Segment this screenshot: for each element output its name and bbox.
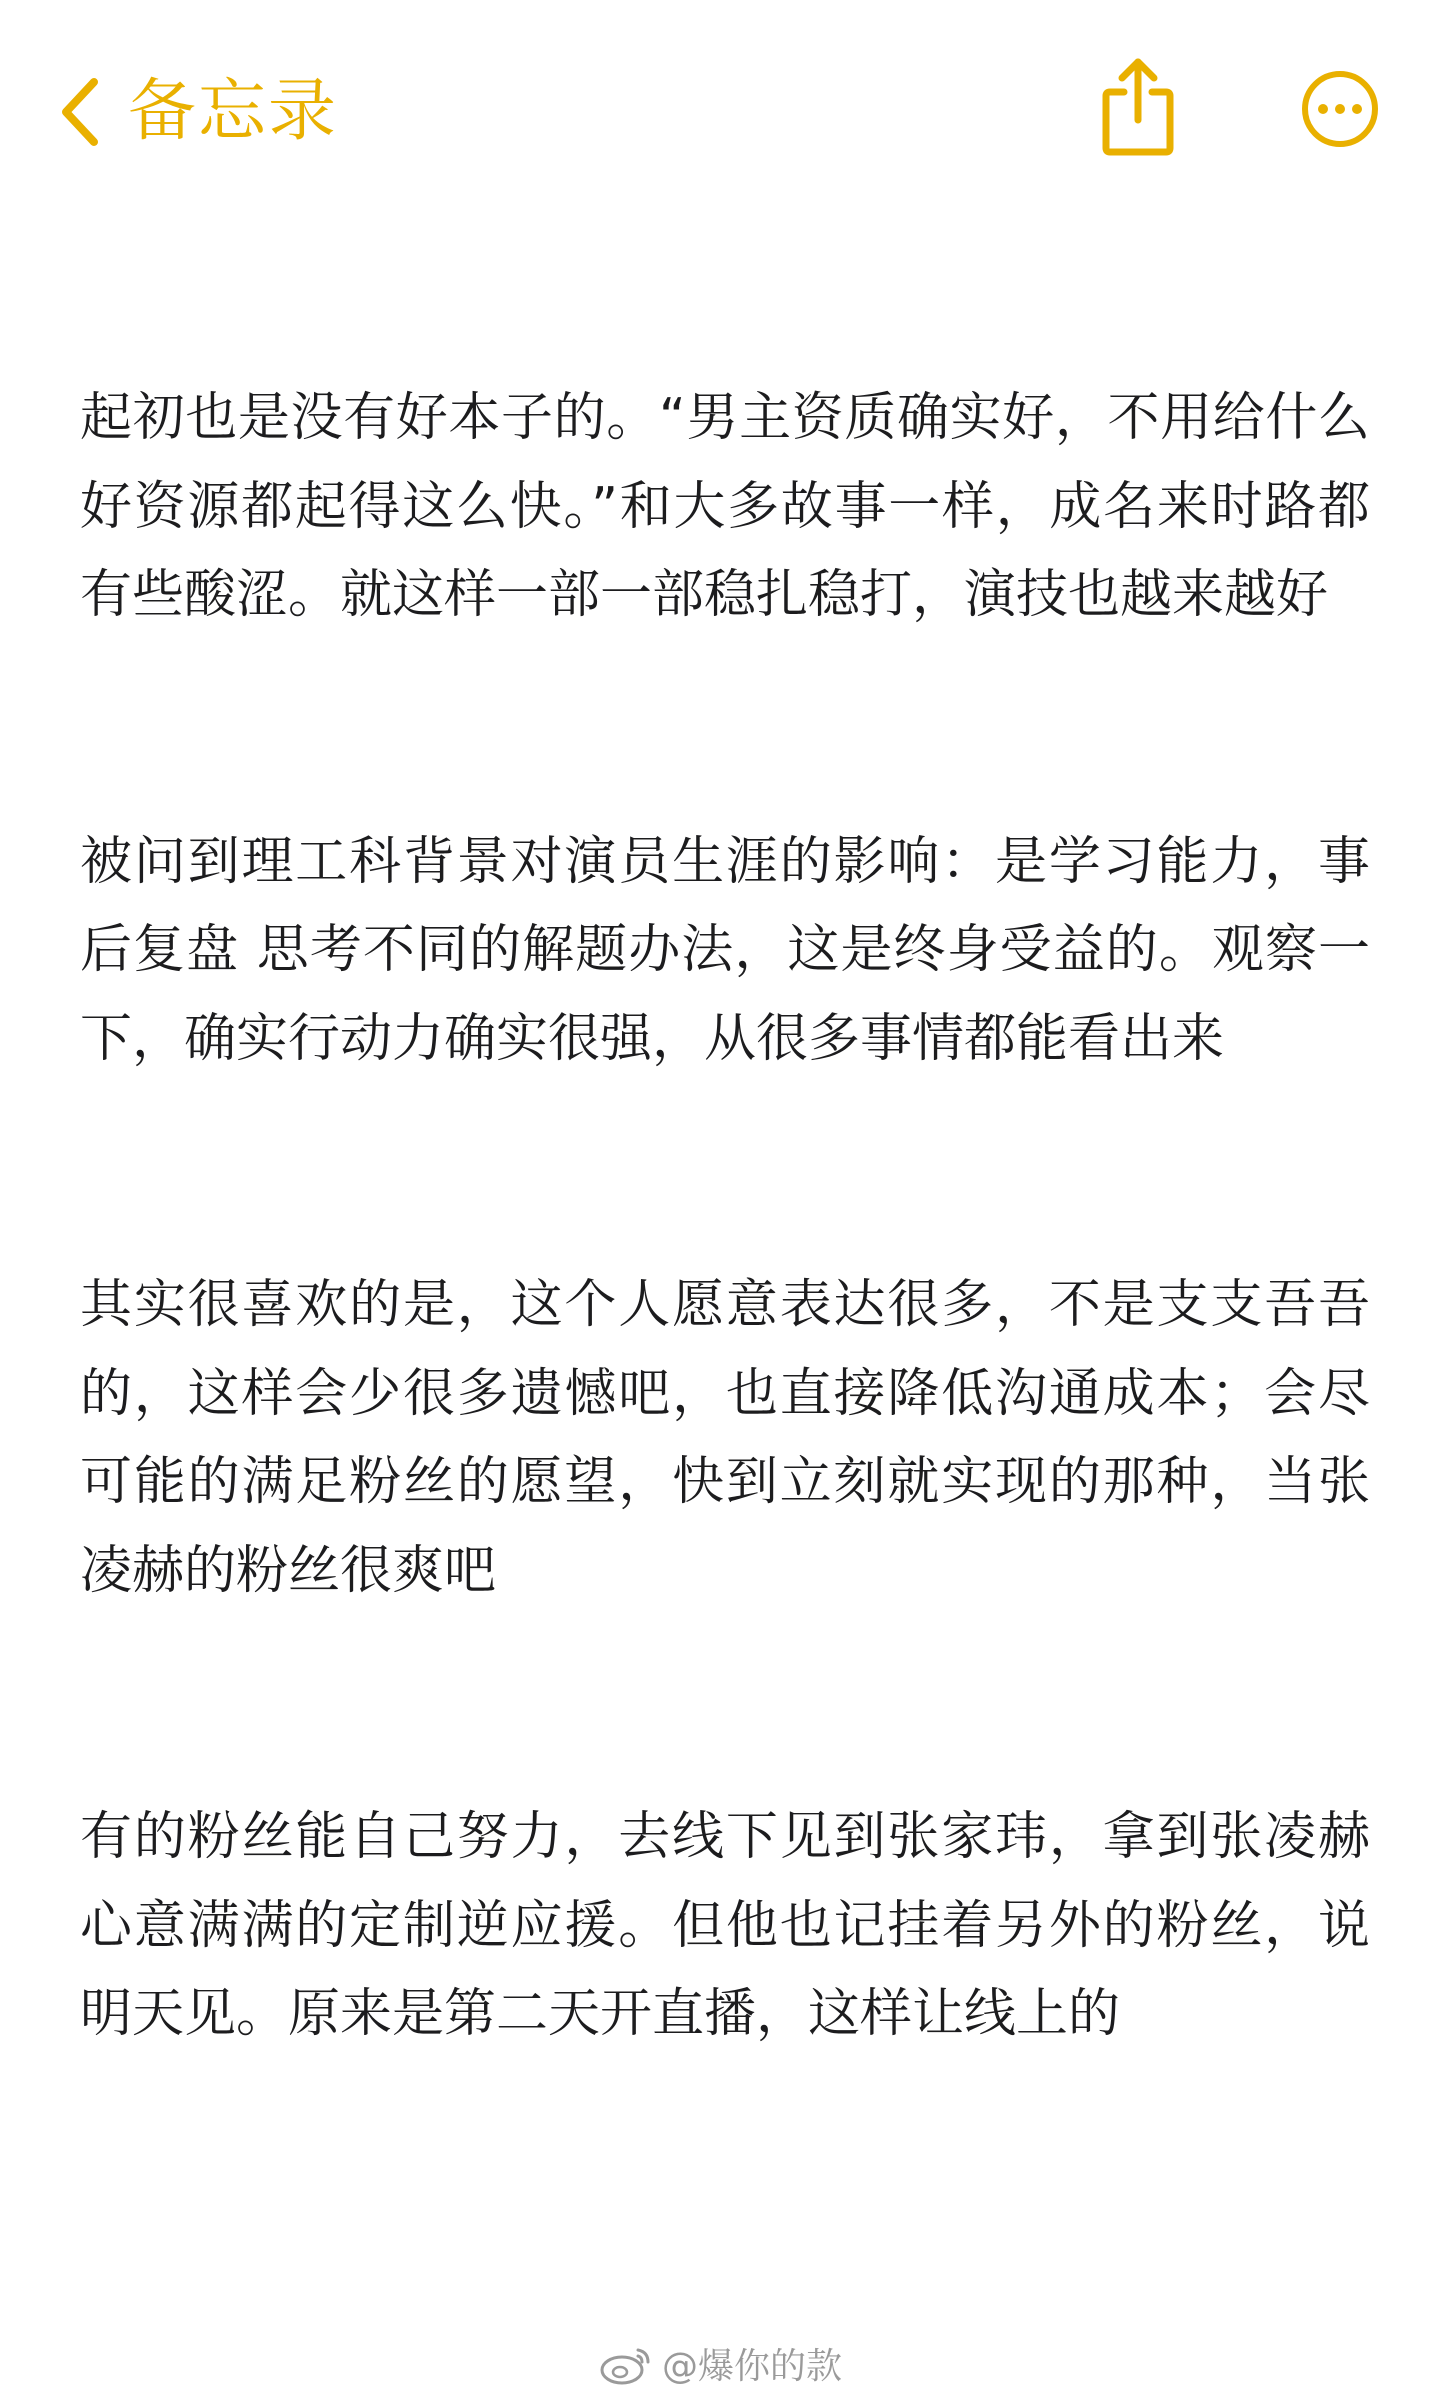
note-paragraph: 其实很喜欢的是，这个人愿意表达很多，不是支支吾吾的，这样会少很多遗憾吧，也直接降低沟通成本；会尽可能的满足粉丝的愿望，快到立刻就实现的那种，当张凌赫的粉丝很爽吧 [80, 1275, 1370, 1601]
share-button[interactable] [1096, 54, 1180, 158]
share-icon [1096, 54, 1180, 158]
note-paragraph: 起初也是没有好本子的。“男主资质确实好，不用给什么好资源都起得这么快。”和大多故事一样，成名来时路都有些酸涩。就这样一部一部稳扎稳打，演技也越来越好 [80, 388, 1370, 625]
note-paragraph: 有的粉丝能自己努力，去线下见到张家玮，拿到张凌赫心意满满的定制逆应援。但他也记挂着另外的粉丝，说明天见。原来是第二天开直播，这样让线上的 [80, 1807, 1370, 2044]
watermark [0, 2338, 1440, 2389]
note-body[interactable] [80, 374, 1370, 2237]
more-button[interactable] [1300, 69, 1380, 149]
watermark-text: @爆你的款 [661, 2346, 842, 2387]
back-button[interactable] [58, 64, 338, 160]
back-label: 备忘录 [128, 72, 339, 151]
chevron-left-icon [58, 76, 102, 148]
ellipsis-circle-icon [1300, 69, 1380, 149]
weibo-icon [598, 2342, 654, 2386]
navigation-bar [0, 0, 1440, 220]
note-paragraph: 被问到理工科背景对演员生涯的影响：是学习能力，事后复盘 思考不同的解题办法，这是终身受益的。观察一下，确实行动力确实很强，从很多事情都能看出来 [80, 831, 1370, 1069]
